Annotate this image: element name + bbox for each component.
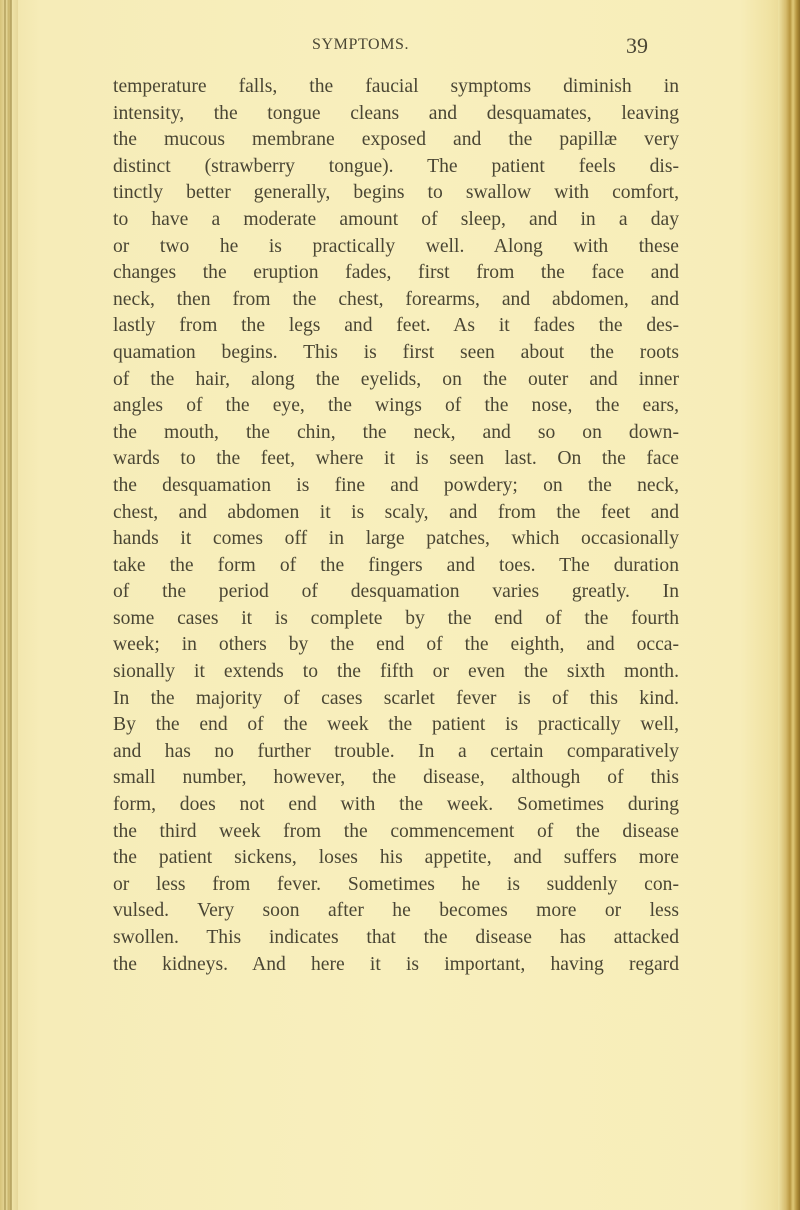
text-line: of the period of desquamation varies greatly. In — [113, 581, 679, 603]
text-line: small number, however, the disease, although of this — [113, 767, 679, 789]
running-head — [0, 33, 800, 60]
text-line: to have a moderate amount of sleep, and in a day — [113, 208, 679, 230]
text-line: form, does not end with the week. Sometimes during — [113, 794, 679, 816]
chapter-title: SYMPTOMS. — [312, 36, 410, 53]
text-line: angles of the eye, the wings of the nose, the ears, — [113, 395, 679, 417]
text-line: tinctly better generally, begins to swallow with comfort, — [113, 182, 679, 204]
text-line: wards to the feet, where it is seen last. On the face — [113, 448, 679, 470]
page-binding-left — [0, 0, 18, 1210]
page-number: 39 — [626, 33, 648, 58]
text-line: the kidneys. And here it is important, having regard — [113, 953, 679, 975]
text-line: swollen. This indicates that the disease has attacked — [113, 927, 679, 948]
text-line: the patient sickens, loses his appetite, and suffers more — [113, 847, 679, 869]
text-line: some cases it is complete by the end of the fourth — [113, 607, 679, 629]
text-line: of the hair, along the eyelids, on the outer and inner — [113, 368, 679, 390]
text-line: By the end of the week the patient is practically well, — [113, 714, 679, 736]
text-line: or two he is practically well. Along with these — [113, 235, 679, 257]
text-line: temperature falls, the faucial symptoms diminish in — [113, 76, 679, 97]
text-line: the third week from the commencement of the disease — [113, 820, 679, 842]
page-edge-right — [778, 0, 800, 1210]
text-line: chest, and abdomen it is scaly, and from the feet and — [113, 501, 679, 523]
binding-edge-line — [4, 0, 6, 1210]
body-text — [113, 74, 679, 978]
text-line: neck, then from the chest, forearms, and abdomen, and — [113, 288, 679, 310]
text-line: intensity, the tongue cleans and desquamates, leaving — [113, 102, 679, 124]
text-line: the mouth, the chin, the neck, and so on down- — [113, 421, 679, 443]
text-line: vulsed. Very soon after he becomes more or less — [113, 900, 679, 922]
binding-edge-line — [10, 0, 12, 1210]
text-line: quamation begins. This is first seen about the roots — [113, 341, 679, 363]
text-line: sionally it extends to the fifth or even the sixth month. — [113, 661, 679, 683]
text-line: distinct (strawberry tongue). The patient feels dis- — [113, 155, 679, 177]
text-line: hands it comes off in large patches, which occasionally — [113, 528, 679, 550]
text-line: In the majority of cases scarlet fever is of this kind. — [113, 687, 679, 709]
text-line: and has no further trouble. In a certain comparatively — [113, 740, 679, 762]
text-line: lastly from the legs and feet. As it fades the des- — [113, 315, 679, 337]
text-line: the desquamation is fine and powdery; on the neck, — [113, 474, 679, 496]
text-line: week; in others by the end of the eighth, and occa- — [113, 634, 679, 656]
text-line: the mucous membrane exposed and the papillæ very — [113, 129, 679, 151]
text-line: take the form of the fingers and toes. The duration — [113, 554, 679, 576]
text-line: changes the eruption fades, first from the face and — [113, 262, 679, 284]
text-line: or less from fever. Sometimes he is suddenly con- — [113, 873, 679, 895]
